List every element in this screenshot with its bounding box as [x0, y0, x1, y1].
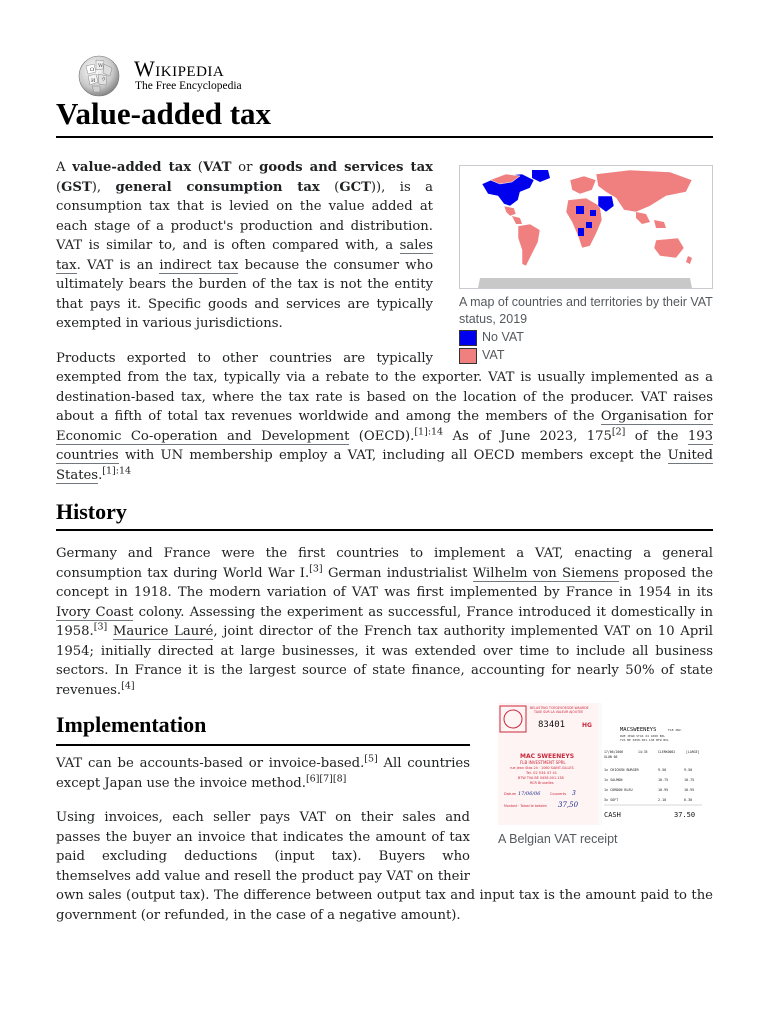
reference-link[interactable]: [1] [414, 426, 428, 438]
svg-text:И: И [91, 78, 96, 84]
section-divider [56, 744, 470, 746]
text-run: VAT can be accounts-based or invoice-based. [56, 756, 365, 771]
text-run: ( [56, 179, 62, 195]
reference-link[interactable]: [7] [319, 773, 333, 785]
receipt-text: CLERK0002 [658, 750, 676, 754]
text-run: , joint director of the French tax authority implemented VAT on 10 April 1954; initially directed at large businesses, it was extended over time to include all business sectors. In France it is the largest source of state finance, accounting for nearly 50% of state revenues. [56, 624, 713, 698]
legend-label: No VAT [482, 330, 524, 344]
reference-link[interactable]: [2] [611, 426, 626, 438]
intro-section [56, 158, 713, 485]
receipt-float-spacer [470, 808, 713, 884]
link-193-countries[interactable]: 193 countries [56, 428, 713, 463]
receipt-item-price: 2.10 [658, 798, 667, 802]
text-run: As of June 2023, 175 [443, 428, 612, 444]
text-run: Germany and France were the first countries to implement a VAT, enacting a general consumption tax during World War I. [56, 546, 713, 581]
link-oecd[interactable]: Organisation for Economic Co-operation and Development [56, 409, 713, 444]
tagline: The Free Encyclopedia [135, 80, 242, 92]
wordmark: Wikipedia [134, 56, 225, 81]
receipt-text: Datum [504, 792, 517, 796]
link-ivory-coast[interactable]: Ivory Coast [56, 604, 134, 620]
vat-world-map[interactable] [459, 165, 713, 289]
implementation-paragraph-1-block [56, 754, 470, 793]
receipt-text: RUE JEAN STAS 24 1060 BXL [620, 734, 666, 738]
legend-label: VAT [482, 348, 505, 362]
receipt-cash-total: 37.50 [674, 811, 696, 819]
text-run: ( [191, 160, 203, 175]
receipt-item-total: 10.95 [684, 788, 695, 792]
wikipedia-globe-icon [74, 52, 124, 98]
receipt-text: HG [582, 722, 592, 729]
reference-link[interactable]: [8] [332, 773, 347, 785]
receipt-text: FLB INVESTMENT SPRL [520, 760, 566, 765]
receipt-item-total: 9.50 [684, 768, 693, 772]
receipt-text: BELASTING TOEGEVOEGDE WAARDE [530, 706, 589, 710]
receipt-item-price: 10.75 [658, 778, 669, 782]
receipt-text: FLB INV. [668, 728, 683, 732]
reference-link[interactable]: [4] [121, 680, 135, 692]
bold-term: GCT [339, 179, 371, 195]
text-run: proposed the concept in 1918. The modern variation of VAT was first implemented by France in 1954 in its [56, 565, 714, 600]
map-caption: A map of countries and territories by their VAT status, 2019 [459, 295, 713, 326]
bold-term: value-added tax [72, 160, 192, 175]
receipt-text: TVA BE 0458.001.138 BTW BXL [620, 738, 669, 742]
receipt-text: GLUN 66 [604, 755, 618, 759]
receipt-item-total: 10.75 [684, 778, 695, 782]
svg-text:ウ: ウ [101, 77, 107, 83]
link-maurice-laure[interactable]: Maurice Lauré [112, 624, 214, 639]
receipt-text: 14:35 [638, 750, 648, 754]
legend-swatch [459, 348, 477, 364]
receipt-text: MACSWEENEYS [620, 727, 657, 733]
history-paragraph [56, 544, 713, 700]
receipt-text: Montant · Totaal te betalen [504, 804, 547, 808]
implementation-paragraph-1 [56, 754, 470, 793]
text-run: of the [625, 428, 688, 444]
receipt-handwriting: 37,50 [558, 801, 579, 809]
text-run: . VAT is an [76, 257, 160, 273]
text-run: ( [319, 179, 340, 195]
receipt-text: [LARGE] [686, 750, 700, 754]
reference-page: :14 [427, 426, 444, 438]
receipt-cash-label: CASH [604, 811, 621, 819]
page-title: Value-added tax [56, 96, 272, 131]
receipt-item-name: 1x CORDON BLEU [604, 788, 633, 792]
reference-link[interactable]: [1] [102, 465, 116, 477]
intro-paragraph-2 [56, 349, 713, 486]
receipt-ticket-number: 83401 [538, 720, 566, 730]
implementation-paragraph-2: Using invoices, each seller pays VAT on their sales and passes the buyer an invoice that indicates the amount of tax paid excluding deductions (input tax). Buyers who themselves add value and resell the product pay VAT on their own sales (output tax). The difference between output tax and input tax is the amount paid to the government (or refunded, in the case of a negative amount). [56, 810, 713, 923]
link-indirect-tax[interactable]: indirect tax [159, 257, 239, 273]
receipt-handwriting: 17/06/06 [518, 791, 541, 797]
text-run: (OECD). [349, 428, 415, 444]
receipt-text: Couverts [550, 792, 567, 796]
reference-page: :14 [115, 465, 132, 477]
text-run: . [98, 467, 103, 483]
link-united-states[interactable]: United States [56, 448, 713, 483]
text-run: A [56, 160, 73, 175]
title-divider [56, 136, 713, 138]
text-run: because the consumer who ultimately bears the burden of the tax is not the entity that pays it. Specific goods and services are typically exempted in various jurisdictions. [56, 257, 434, 331]
receipt-item-price: 9.50 [658, 768, 667, 772]
receipt-item-total: 6.30 [684, 798, 693, 802]
bold-term: goods and services tax [259, 160, 434, 175]
bold-term: VAT [202, 160, 232, 175]
receipt-item-price: 10.95 [658, 788, 669, 792]
text-run: All countries except Japan use the invoice method. [56, 756, 470, 791]
receipt-text: MAC SWEENEYS [520, 753, 575, 760]
text-run: Products exported to other countries are typically exempted from the tax, typically via a rebate to the exporter. VAT is usually implemented as a destination-based tax, where the tax rate is based on the location of the producer. VAT raises about a fifth of total tax revenues worldwide and among the members of the [56, 350, 713, 424]
text-run: with UN membership employ a VAT, including all OECD members except the [118, 448, 668, 463]
svg-text:W: W [98, 63, 104, 69]
reference-link[interactable]: [5] [364, 753, 378, 765]
belgian-vat-receipt-image[interactable] [498, 703, 704, 825]
text-run: German industrialist [322, 565, 473, 581]
implementation-paragraph-2-block [56, 808, 713, 925]
bold-term: general consumption tax [115, 179, 320, 195]
map-figure [459, 165, 713, 364]
bold-term: GST [61, 179, 92, 195]
receipt-item-name: 1x CHICKEN BURGER [604, 768, 639, 772]
receipt-caption: A Belgian VAT receipt [498, 832, 618, 846]
section-heading-implementation: Implementation [56, 712, 207, 737]
section-heading-history: History [56, 499, 127, 524]
receipt-item-name: 3x SOFT [604, 798, 619, 802]
legend-swatch [459, 330, 477, 346]
reference-link[interactable]: [3] [309, 563, 323, 575]
reference-link[interactable]: [6] [305, 773, 320, 785]
legend-item-vat [459, 347, 713, 364]
text-run: or [231, 160, 260, 175]
receipt-text: RCR Bruxelles [530, 781, 554, 785]
reference-link[interactable]: [3] [93, 621, 108, 633]
text-run: ), [91, 179, 116, 195]
text-run: )), is a consumption tax that is levied on the value added at each stage of a product's production and distribution. VAT is similar to, and is often compared with, a [56, 179, 434, 253]
legend-item-no-vat [459, 329, 713, 346]
text-run: colony. Assessing the experiment as successful, France introduced it domestically in 1958. [56, 604, 713, 639]
receipt-text: rue Jean Stas 24 · 1060 SAINT-GILLES [510, 766, 574, 770]
history-section [56, 499, 713, 700]
link-sales-tax[interactable]: sales tax [56, 238, 433, 273]
receipt-text: Tel. 02 534 47 41 [526, 771, 558, 775]
svg-text:Ω: Ω [90, 67, 95, 73]
link-wilhelm-von-siemens[interactable]: Wilhelm von Siemens [472, 565, 619, 581]
section-divider [56, 529, 713, 531]
receipt-item-name: 1x SALMON [604, 778, 623, 782]
receipt-text: 17/06/2006 [604, 750, 624, 754]
receipt-handwriting: 3 [572, 790, 576, 797]
receipt-text: TAXE SUR LA VALEUR AJOUTEE [534, 710, 584, 714]
receipt-text: BTW TVA BE 0458.001.138 [518, 776, 564, 780]
